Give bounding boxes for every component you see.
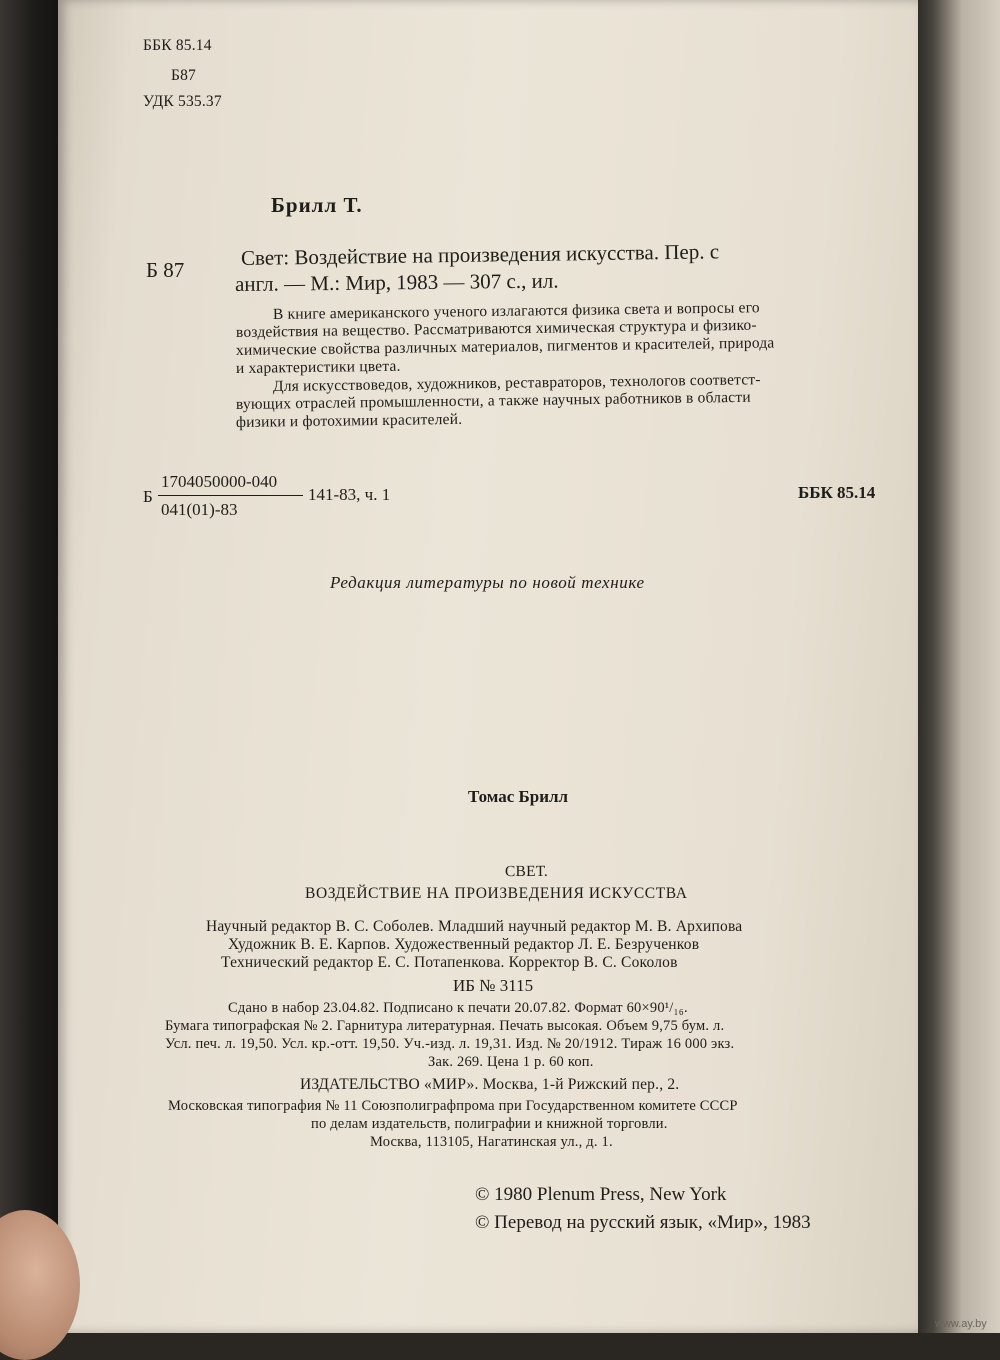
imprint-publisher: ИЗДАТЕЛЬСТВО «МИР». Москва, 1-й Рижский пер., 2. [300, 1076, 680, 1093]
print-detail: Сдано в набор 23.04.82. Подписано к печати 20.07.82. Формат 60×90¹/₁₆. [228, 1000, 688, 1016]
imprint-credit: Научный редактор В. С. Соболев. Младший научный редактор М. В. Архипова [206, 918, 743, 935]
abstract-line: Для искусствоведов, художников, реставраторов, технологов соответст- [272, 371, 761, 395]
book-page [58, 0, 918, 1333]
imprint-printer: по делам издательств, полиграфии и книжной торговли. [311, 1116, 668, 1132]
formula-denominator: 041(01)-83 [161, 500, 238, 519]
catalog-bbk: ББК 85.14 [143, 37, 212, 54]
entry-title-line2: англ. — М.: Мир, 1983 — 307 с., ил. [234, 268, 559, 296]
formula-bbk: ББК 85.14 [798, 483, 876, 502]
watermark: www.ay.by [935, 1318, 987, 1330]
copyright-original: © 1980 Plenum Press, New York [475, 1184, 727, 1205]
formula-prefix: Б [143, 487, 153, 506]
imprint-title2: ВОЗДЕЙСТВИЕ НА ПРОИЗВЕДЕНИЯ ИСКУССТВА [305, 885, 688, 902]
entry-author: Брилл Т. [271, 193, 363, 217]
formula-numerator: 1704050000-040 [161, 472, 278, 491]
copyright-translation: © Перевод на русский язык, «Мир», 1983 [475, 1212, 811, 1233]
catalog-code: Б87 [171, 67, 197, 84]
entry-index: Б 87 [146, 258, 185, 282]
formula-suffix: 141-83, ч. 1 [308, 485, 391, 504]
imprint-ib: ИБ № 3115 [453, 976, 534, 995]
abstract-line: В книге американского ученого излагаются физика света и вопросы его [272, 299, 760, 323]
abstract-line: вующих отраслей промышленности, а также научных работников в области [235, 388, 751, 413]
editorial-note: Редакция литературы по новой технике [330, 573, 645, 592]
imprint-title1: СВЕТ. [504, 862, 548, 881]
print-detail: Усл. печ. л. 19,50. Усл. кр.-отт. 19,50. Уч.-изд. л. 19,31. Изд. № 20/1912. Тираж 16 000 экз. [165, 1036, 735, 1052]
imprint-credit: Технический редактор Е. С. Потапенкова. Корректор В. С. Соколов [221, 954, 678, 971]
catalog-udk: УДК 535.37 [143, 93, 222, 110]
print-detail: Бумага типографская № 2. Гарнитура литературная. Печать высокая. Объем 9,75 бум. л. [165, 1018, 725, 1034]
imprint-credit: Художник В. Е. Карпов. Художественный редактор Л. Е. Безрученков [228, 936, 700, 953]
formula-fraction-bar [158, 495, 303, 496]
book-cover-left-edge [0, 0, 60, 1333]
abstract-line: химические свойства различных материалов, пигментов и красителей, природа [235, 334, 775, 359]
entry-title-line1: Свет: Воздействие на произведения искусства. Пер. с [240, 239, 720, 270]
print-detail: Зак. 269. Цена 1 р. 60 коп. [428, 1054, 594, 1070]
abstract-line: воздействия на вещество. Рассматриваются химическая структура и физико- [235, 316, 757, 341]
book-cover-right-edge [905, 0, 1000, 1333]
abstract-line: и характеристики цвета. [235, 357, 401, 377]
imprint-printer: Московская типография № 11 Союзполиграфпрома при Государственном комитете СССР [168, 1098, 738, 1114]
imprint-printer: Москва, 113105, Нагатинская ул., д. 1. [370, 1134, 613, 1150]
imprint-author: Томас Брилл [468, 787, 569, 806]
abstract-line: физики и фотохимии красителей. [235, 410, 463, 431]
